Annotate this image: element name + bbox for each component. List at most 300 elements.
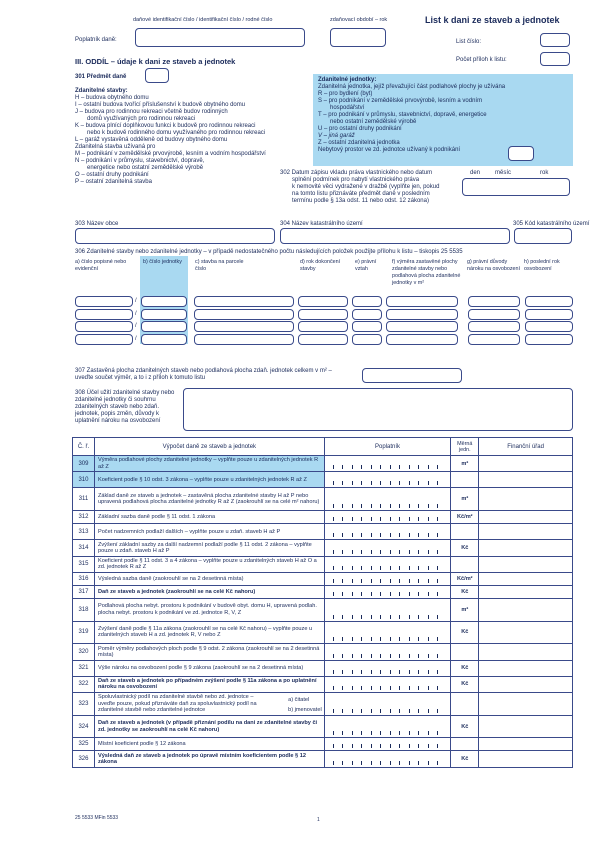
r306-cell[interactable] xyxy=(352,309,382,320)
subject-input[interactable] xyxy=(145,68,169,83)
digit-tick xyxy=(399,533,400,537)
r306-cell[interactable] xyxy=(468,296,520,307)
r306-cell[interactable] xyxy=(468,321,520,332)
digit-tick xyxy=(437,550,438,554)
table-row xyxy=(73,524,573,540)
r308-label: 308 Účel užití zdanitelné stavby nebo zdanitelné jednotky či souhrnu zdanitelných staveb nebo zdaň. jednotek, popis změn, důvody k uplatnění nároku na osvobození xyxy=(75,390,175,424)
payer-value-input[interactable] xyxy=(324,598,451,621)
digit-tick xyxy=(371,709,372,713)
digit-tick xyxy=(390,517,391,521)
digit-tick xyxy=(437,504,438,508)
digit-tick xyxy=(409,709,410,713)
digit-tick xyxy=(333,481,334,485)
unit-label xyxy=(451,556,479,572)
r306-cell[interactable] xyxy=(141,296,187,307)
digit-tick xyxy=(428,566,429,570)
digit-tick xyxy=(390,744,391,748)
digit-tick xyxy=(352,550,353,554)
payer-value-input[interactable] xyxy=(324,751,451,767)
digit-tick xyxy=(399,615,400,619)
office-value xyxy=(479,598,573,621)
unit-label: Kč xyxy=(451,676,479,692)
table-row xyxy=(73,572,573,585)
taxed-buildings-list xyxy=(75,88,266,186)
col-f: f) výměra zastavěné plochy zdanitelné stavby nebo podlahová plocha zdanitelné jednotky v m² xyxy=(392,259,461,286)
list-item: Zdanitelná jednotka, jejíž převažující část podlahové plochy je užívána xyxy=(318,84,506,90)
slash-separator: / xyxy=(135,335,137,342)
payer-value-input[interactable] xyxy=(324,644,451,660)
list-item: Zdanitelná stavba užívaná pro xyxy=(75,144,156,150)
office-value xyxy=(479,751,573,767)
digit-tick xyxy=(418,550,419,554)
digit-tick xyxy=(380,465,381,469)
table-row xyxy=(73,621,573,644)
digit-tick xyxy=(428,504,429,508)
page-number: 1 xyxy=(317,817,320,823)
digit-tick xyxy=(333,504,334,508)
r306-cell[interactable] xyxy=(386,321,458,332)
digit-tick xyxy=(428,465,429,469)
table-row xyxy=(73,692,573,715)
table-row xyxy=(73,715,573,738)
dic-input[interactable] xyxy=(135,28,305,47)
digit-tick xyxy=(409,550,410,554)
digit-tick xyxy=(352,517,353,521)
h-office: Finanční úřad xyxy=(479,438,573,456)
digit-tick xyxy=(361,654,362,658)
payer-value-input[interactable] xyxy=(324,585,451,598)
r304-label: 304 Název katastrálního území xyxy=(280,221,363,227)
r306-cell[interactable] xyxy=(386,334,458,345)
digit-tick xyxy=(390,731,391,735)
r306-cell[interactable] xyxy=(298,321,348,332)
digit-tick xyxy=(399,744,400,748)
digit-tick xyxy=(399,731,400,735)
payer-value-input[interactable] xyxy=(324,738,451,751)
payer-value-input[interactable] xyxy=(324,621,451,644)
table-row xyxy=(73,456,573,472)
r306-cell[interactable] xyxy=(468,309,520,320)
digit-tick xyxy=(390,686,391,690)
digit-tick xyxy=(399,709,400,713)
payer-value-input[interactable] xyxy=(324,676,451,692)
digit-tick xyxy=(390,670,391,674)
list-item: hospodářství xyxy=(330,105,365,111)
r306-cell[interactable] xyxy=(75,296,133,307)
digit-tick xyxy=(418,709,419,713)
digit-tick xyxy=(409,517,410,521)
office-value xyxy=(479,472,573,488)
list-item: I – ostatní budova tvořící příslušenství k budově obytného domu xyxy=(75,102,246,108)
payer-value-input[interactable] xyxy=(324,511,451,524)
digit-tick xyxy=(352,637,353,641)
digit-tick xyxy=(361,566,362,570)
unit-label: Kč xyxy=(451,715,479,738)
form-code: 25 5533 MFin 5533 xyxy=(75,815,119,821)
digit-tick xyxy=(342,654,343,658)
r306-cell[interactable] xyxy=(141,309,187,320)
digit-tick xyxy=(371,481,372,485)
digit-tick xyxy=(380,637,381,641)
digit-tick xyxy=(361,686,362,690)
digit-tick xyxy=(409,615,410,619)
digit-tick xyxy=(361,579,362,583)
list-item: U – pro ostatní druhy podnikání xyxy=(318,126,402,132)
digit-tick xyxy=(342,686,343,690)
unit-label: Kč xyxy=(451,585,479,598)
year-label: rok xyxy=(540,170,549,176)
payer-value-input[interactable] xyxy=(324,472,451,488)
digit-tick xyxy=(418,481,419,485)
digit-tick xyxy=(380,566,381,570)
digit-tick xyxy=(352,731,353,735)
digit-tick xyxy=(361,517,362,521)
digit-tick xyxy=(380,579,381,583)
office-value xyxy=(479,676,573,692)
table-row xyxy=(73,585,573,598)
digit-tick xyxy=(428,654,429,658)
digit-tick xyxy=(390,481,391,485)
office-value xyxy=(479,644,573,660)
row-number: 326 xyxy=(73,751,95,767)
digit-tick xyxy=(399,517,400,521)
digit-tick xyxy=(428,615,429,619)
row-description: Základní sazba daně podle § 11 odst. 1 zákona xyxy=(97,513,216,520)
row-description: Zvýšení daně podle § 11a zákona (zaokrouhlí se na celé Kč nahoru) – vyplňte pouze u zdanitelných staveb H a zd. jednotek R, V nebo Z xyxy=(97,626,313,639)
digit-tick xyxy=(428,481,429,485)
r306-cell[interactable] xyxy=(194,296,294,307)
cadastral-code-input[interactable] xyxy=(514,228,572,244)
digit-tick xyxy=(390,504,391,508)
digit-tick xyxy=(418,615,419,619)
digit-tick xyxy=(428,550,429,554)
row-number: 313 xyxy=(73,524,95,540)
digit-tick xyxy=(409,566,410,570)
r306-cell[interactable] xyxy=(352,321,382,332)
digit-tick xyxy=(342,637,343,641)
unit-label: Kč xyxy=(451,660,479,676)
payer-label: Poplatník daně: xyxy=(75,37,117,43)
digit-tick xyxy=(428,686,429,690)
unit-label: Kč xyxy=(451,751,479,767)
digit-tick xyxy=(371,686,372,690)
digit-tick xyxy=(333,579,334,583)
unit-label xyxy=(451,692,479,715)
r306-cell[interactable] xyxy=(75,321,133,332)
digit-tick xyxy=(352,744,353,748)
list-item: L – garáž vystavěná odděleně od budovy obytného domu xyxy=(75,137,228,143)
r306-cell[interactable] xyxy=(386,309,458,320)
digit-tick xyxy=(390,592,391,596)
digit-tick xyxy=(399,579,400,583)
digit-tick xyxy=(342,481,343,485)
r307-label: 307 Zastavěná plocha zdanitelných staveb nebo podlahová plocha zdaň. jednotek celkem v m² – uveďte součet výměr, a to i z příloh k tomuto listu xyxy=(75,368,332,381)
row-number: 322 xyxy=(73,676,95,692)
digit-tick xyxy=(352,579,353,583)
row-description: Poměr výměry podlahových ploch podle § 9 odst. 2 zákona (zaokrouhlí se na 2 desetinná místa) xyxy=(97,645,320,658)
municipality-input[interactable] xyxy=(75,228,275,244)
digit-tick xyxy=(380,654,381,658)
row-number: 312 xyxy=(73,511,95,524)
digit-tick xyxy=(361,761,362,765)
digit-tick xyxy=(409,504,410,508)
digit-tick xyxy=(380,731,381,735)
slash-separator: / xyxy=(135,323,137,329)
row-description: Daň ze staveb a jednotek (v případě přiznání podílu na dani ze zdanitelné stavby či zd. jednotky se zaokrouhlí na celé Kč nahoru) xyxy=(97,720,318,733)
digit-tick xyxy=(352,533,353,537)
digit-tick xyxy=(399,761,400,765)
r306-cell[interactable] xyxy=(298,309,348,320)
digit-tick xyxy=(409,670,410,674)
list-item: H – budova obytného domu xyxy=(75,95,149,101)
digit-tick xyxy=(437,731,438,735)
digit-tick xyxy=(333,731,334,735)
digit-tick xyxy=(399,654,400,658)
digit-tick xyxy=(437,481,438,485)
table-row xyxy=(73,598,573,621)
digit-tick xyxy=(390,579,391,583)
digit-tick xyxy=(333,533,334,537)
digit-tick xyxy=(418,744,419,748)
office-value xyxy=(479,488,573,511)
r306-cell[interactable] xyxy=(298,296,348,307)
digit-tick xyxy=(371,550,372,554)
digit-tick xyxy=(409,481,410,485)
digit-tick xyxy=(371,761,372,765)
digit-tick xyxy=(342,579,343,583)
office-value xyxy=(479,715,573,738)
digit-tick xyxy=(409,744,410,748)
r306-cell[interactable] xyxy=(298,334,348,345)
digit-tick xyxy=(342,550,343,554)
slash-separator: / xyxy=(135,298,137,304)
list-item: O – ostatní druhy podnikání xyxy=(75,172,149,178)
digit-tick xyxy=(342,731,343,735)
digit-tick xyxy=(333,592,334,596)
digit-tick xyxy=(352,592,353,596)
slash-separator: / xyxy=(135,310,137,317)
digit-tick xyxy=(437,533,438,537)
digit-tick xyxy=(333,670,334,674)
row-number: 315 xyxy=(73,556,95,572)
row-description: Výměra podlahové plochy zdanitelné jednotky – vyplňte pouze u zdanitelných jednotek R až Z xyxy=(97,457,319,470)
row-description: Podlahová plocha nebyt. prostoru k podnikání v budově obyt. domu H, upravená podlah. plocha nebyt. prostoru k podnikání ve zd. jednotce R, V, Z xyxy=(97,603,317,616)
h-unit: Měrná jedn. xyxy=(451,438,479,456)
digit-tick xyxy=(361,465,362,469)
row-description: Zvýšení základní sazby za další nadzemní podlaží podle § 11 odst. 2 zákona – vyplňte pouze u zdaň. staveb H až P xyxy=(97,541,312,554)
digit-tick xyxy=(390,654,391,658)
attachments-label: Počet příloh k listu: xyxy=(456,57,507,63)
office-value xyxy=(479,621,573,644)
r306-cell[interactable] xyxy=(352,334,382,345)
payer-value-input[interactable] xyxy=(324,456,451,472)
period-label: zdaňovací období – rok xyxy=(330,17,388,23)
sheet-no-input[interactable] xyxy=(540,33,570,47)
nonresidential-input[interactable] xyxy=(508,146,534,161)
digit-tick xyxy=(371,504,372,508)
r306-cell[interactable] xyxy=(525,309,573,320)
digit-tick xyxy=(352,670,353,674)
unit-label: m² xyxy=(451,488,479,511)
r306-cell[interactable] xyxy=(525,321,573,332)
digit-tick xyxy=(333,761,334,765)
digit-tick xyxy=(361,592,362,596)
r306-cell[interactable] xyxy=(525,334,573,345)
denominator-label: b) jmenovatel xyxy=(288,706,322,713)
digit-tick xyxy=(409,731,410,735)
unit-label: m² xyxy=(451,598,479,621)
digit-tick xyxy=(352,761,353,765)
payer-value-input[interactable] xyxy=(324,692,451,715)
digit-tick xyxy=(437,637,438,641)
row-number: 323 xyxy=(73,692,95,715)
payer-value-input[interactable] xyxy=(324,524,451,540)
digit-tick xyxy=(352,566,353,570)
r306-cell[interactable] xyxy=(75,334,133,345)
month-label: měsíc xyxy=(495,170,512,176)
digit-tick xyxy=(390,533,391,537)
digit-tick xyxy=(342,670,343,674)
calc-table xyxy=(72,437,573,768)
list-item: T – pro podnikání v průmyslu, stavebnictví, dopravě, energetice xyxy=(318,112,487,118)
row-number: 320 xyxy=(73,644,95,660)
digit-tick xyxy=(342,517,343,521)
attachments-input[interactable] xyxy=(540,52,570,66)
office-value xyxy=(479,556,573,572)
digit-tick xyxy=(437,761,438,765)
row-description: Daň ze staveb a jednotek (zaokrouhlí se na celé Kč nahoru) xyxy=(97,588,256,595)
row-description: Základ daně ze staveb a jednotek – zastavěná plocha zdanitelné stavby H až P nebo upravená podlahová plocha zdanitelné jednotky R až Z (zaokrouhlí se na celé m² nahoru) xyxy=(97,492,320,506)
digit-tick xyxy=(390,761,391,765)
unit-label xyxy=(451,644,479,660)
row-number: 316 xyxy=(73,572,95,585)
digit-tick xyxy=(390,465,391,469)
period-input[interactable] xyxy=(330,28,386,47)
list-item: domů využívaných pro rodinnou rekreaci xyxy=(87,116,196,122)
digit-tick xyxy=(380,592,381,596)
r306-cell[interactable] xyxy=(75,309,133,320)
r305-label: 305 Kód katastrálního území xyxy=(513,221,590,227)
cadastral-name-input[interactable] xyxy=(280,228,510,244)
list-item: R – pro bydlení (byt) xyxy=(318,91,373,97)
digit-tick xyxy=(342,504,343,508)
office-value xyxy=(479,524,573,540)
digit-tick xyxy=(380,709,381,713)
digit-tick xyxy=(361,744,362,748)
taxed-units-box xyxy=(313,74,573,166)
r306-cell[interactable] xyxy=(194,309,294,320)
digit-tick xyxy=(371,592,372,596)
r306-cell[interactable] xyxy=(141,334,187,345)
digit-tick xyxy=(380,761,381,765)
digit-tick xyxy=(361,709,362,713)
page-title: List k dani ze staveb a jednotek xyxy=(425,15,560,25)
table-row xyxy=(73,738,573,751)
row-description: Koeficient podle § 11 odst. 3 a 4 zákona – vyplňte pouze u zdanitelných staveb H až O a zd. jednotek R až Z xyxy=(97,557,317,571)
digit-tick xyxy=(371,654,372,658)
digit-tick xyxy=(352,465,353,469)
taxed-units-title: Zdanitelné jednotky: xyxy=(318,77,377,83)
digit-tick xyxy=(437,615,438,619)
digit-tick xyxy=(399,670,400,674)
digit-tick xyxy=(418,504,419,508)
digit-tick xyxy=(371,637,372,641)
row-description: Výše nároku na osvobození podle § 9 zákona (zaokrouhlí se na 2 desetinná místa) xyxy=(97,664,304,671)
row-description: Výsledná daň ze staveb a jednotek po úpravě místním koeficientem podle § 12 zákona xyxy=(97,752,306,766)
total-area-input[interactable] xyxy=(362,368,462,383)
digit-tick xyxy=(399,481,400,485)
r306-title: 306 Zdanitelné stavby nebo zdanitelné jednotky – v případě nedostatečného počtu následujících položek použijte přílohu k listu – tiskopis 25 5535 xyxy=(75,249,463,255)
payer-value-input[interactable] xyxy=(324,556,451,572)
r301-label: 301 Předmět daně xyxy=(75,74,127,80)
office-value xyxy=(479,692,573,715)
h-payer: Poplatník xyxy=(324,438,451,456)
digit-tick xyxy=(342,533,343,537)
r306-cell[interactable] xyxy=(141,321,187,332)
r306-cell[interactable] xyxy=(468,334,520,345)
digit-tick xyxy=(428,533,429,537)
purpose-input[interactable] xyxy=(183,388,573,431)
table-row xyxy=(73,540,573,556)
numerator-label: a) čitatel xyxy=(288,696,310,703)
h-num: Č. ř. xyxy=(73,438,95,456)
digit-tick xyxy=(333,550,334,554)
office-value xyxy=(479,572,573,585)
digit-tick xyxy=(428,709,429,713)
digit-tick xyxy=(371,615,372,619)
col-g: g) právní důvody nároku na osvobození xyxy=(467,259,521,272)
digit-tick xyxy=(380,533,381,537)
day-label: den xyxy=(470,170,481,176)
digit-tick xyxy=(418,761,419,765)
digit-tick xyxy=(437,744,438,748)
payer-value-input[interactable] xyxy=(324,660,451,676)
payer-value-input[interactable] xyxy=(324,572,451,585)
list-item: P – ostatní zdanitelná stavba xyxy=(75,179,152,185)
office-value xyxy=(479,511,573,524)
list-item: energetice nebo ostatní zemědělské výrobě xyxy=(87,165,204,171)
row-number: 321 xyxy=(73,660,95,676)
digit-tick xyxy=(371,670,372,674)
r306-cell[interactable] xyxy=(194,334,294,345)
digit-tick xyxy=(409,579,410,583)
r306-cell[interactable] xyxy=(352,296,382,307)
row-description: Místní koeficient podle § 12 zákona xyxy=(97,741,186,748)
r306-cell[interactable] xyxy=(525,296,573,307)
digit-tick xyxy=(399,504,400,508)
digit-tick xyxy=(371,465,372,469)
digit-tick xyxy=(437,592,438,596)
r306-cell[interactable] xyxy=(194,321,294,332)
digit-tick xyxy=(390,615,391,619)
unit-label: m² xyxy=(451,456,479,472)
digit-tick xyxy=(418,670,419,674)
digit-tick xyxy=(418,637,419,641)
payer-value-input[interactable] xyxy=(324,715,451,738)
row-number: 318 xyxy=(73,598,95,621)
digit-tick xyxy=(333,615,334,619)
list-item: nebo ostatní zemědělské výrobě xyxy=(330,119,417,125)
h-desc: Výpočet daně ze staveb a jednotek xyxy=(94,438,324,456)
digit-tick xyxy=(428,637,429,641)
digit-tick xyxy=(380,517,381,521)
digit-tick xyxy=(418,654,419,658)
payer-value-input[interactable] xyxy=(324,540,451,556)
date-input[interactable] xyxy=(462,178,570,196)
r306-cell[interactable] xyxy=(386,296,458,307)
digit-tick xyxy=(390,550,391,554)
payer-value-input[interactable] xyxy=(324,488,451,511)
